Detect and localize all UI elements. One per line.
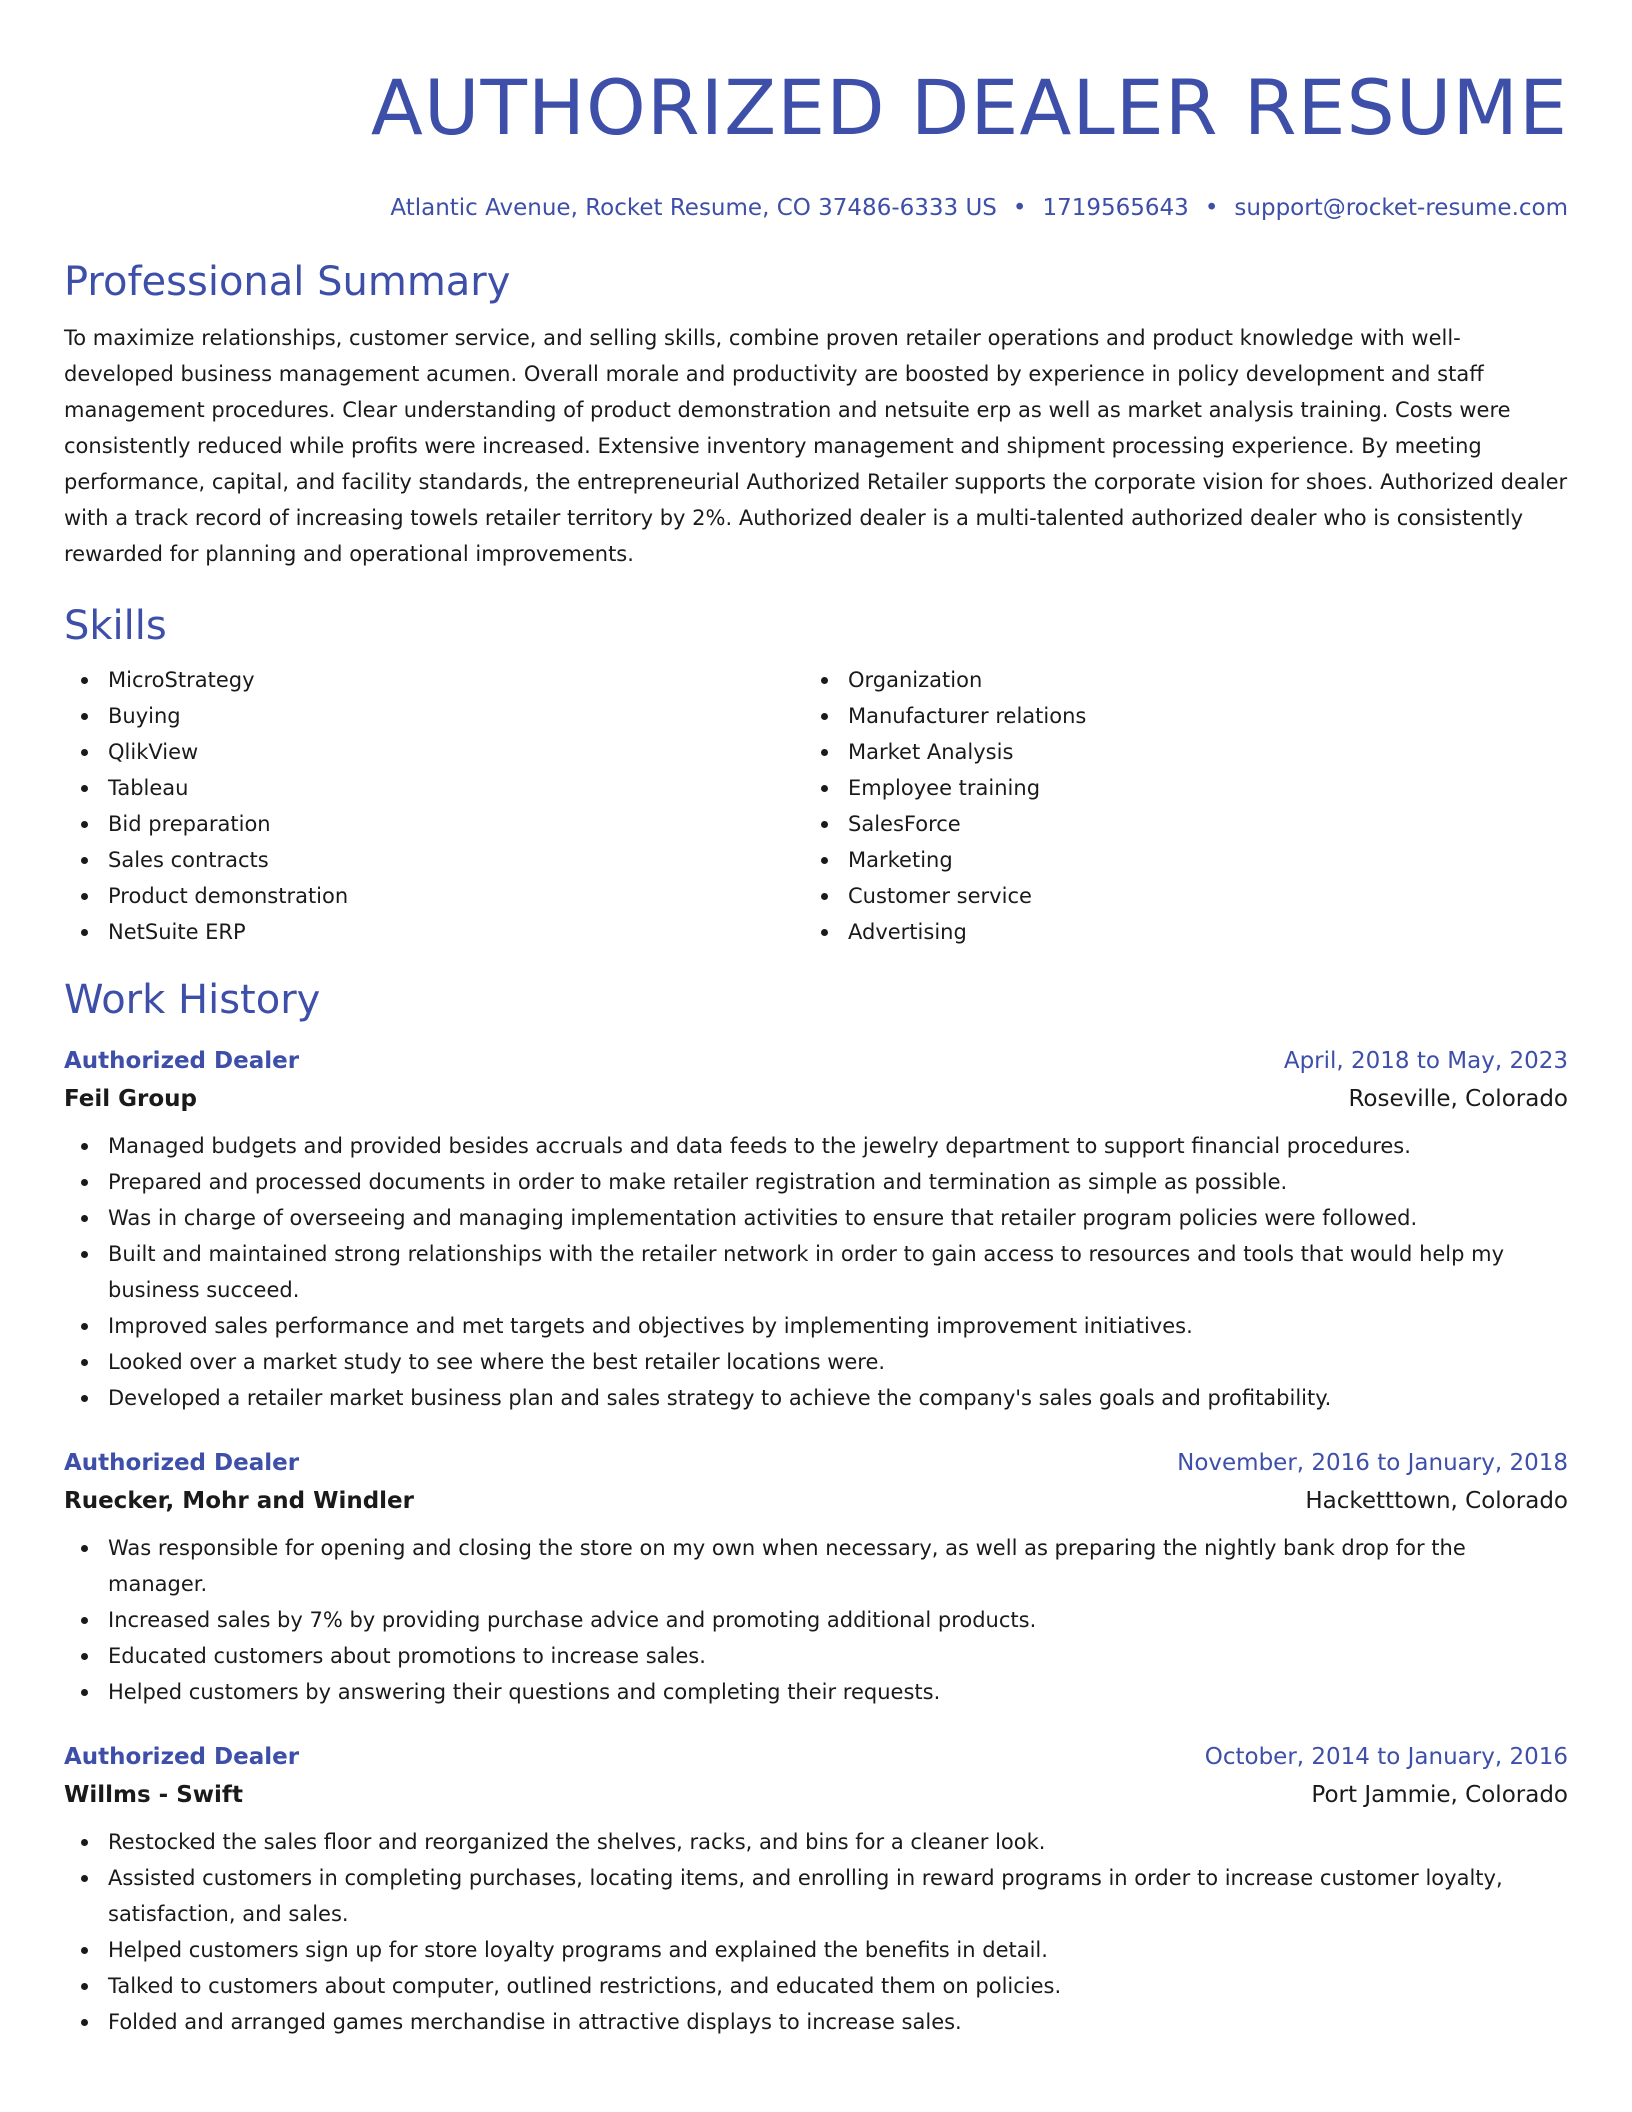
job-subheader	[64, 1776, 1568, 1814]
job-title: Authorized Dealer	[64, 1744, 300, 1770]
job-bullet: Folded and arranged games merchandise in attractive displays to increase sales.	[64, 2004, 1568, 2040]
job-bullet: Increased sales by 7% by providing purchase advice and promoting additional products.	[64, 1602, 1568, 1638]
job-bullet: Improved sales performance and met targets and objectives by implementing improvement initiatives.	[64, 1308, 1568, 1344]
job-entry	[64, 1444, 1568, 1710]
skill-item: Marketing	[804, 842, 1544, 878]
job-bullet: Looked over a market study to see where the best retailer locations were.	[64, 1344, 1568, 1380]
job-dates: April, 2018 to May, 2023	[1283, 1048, 1568, 1074]
job-bullet: Talked to customers about computer, outlined restrictions, and educated them on policies.	[64, 1968, 1568, 2004]
job-bullets	[64, 1530, 1568, 1710]
job-company: Feil Group	[64, 1086, 198, 1112]
job-bullet: Helped customers sign up for store loyalty programs and explained the benefits in detail.	[64, 1932, 1568, 1968]
job-company: Ruecker, Mohr and Windler	[64, 1488, 414, 1514]
job-bullet: Restocked the sales floor and reorganized the shelves, racks, and bins for a cleaner look.	[64, 1824, 1568, 1860]
skill-item: MicroStrategy	[64, 662, 804, 698]
job-bullet: Assisted customers in completing purchases, locating items, and enrolling in reward programs in order to increase customer loyalty, satisfaction, and sales.	[64, 1860, 1568, 1932]
skill-item: NetSuite ERP	[64, 914, 804, 950]
job-bullet: Managed budgets and provided besides accruals and data feeds to the jewelry department to support financial procedures.	[64, 1128, 1568, 1164]
job-bullet: Built and maintained strong relationships with the retailer network in order to gain access to resources and tools that would help my business succeed.	[64, 1236, 1568, 1308]
contact-line	[64, 192, 1568, 224]
job-bullet: Was responsible for opening and closing the store on my own when necessary, as well as preparing the nightly bank drop for the manager.	[64, 1530, 1568, 1602]
job-dates: October, 2014 to January, 2016	[1204, 1744, 1568, 1770]
job-header	[64, 1738, 1568, 1776]
job-title: Authorized Dealer	[64, 1048, 300, 1074]
contact-separator: •	[1012, 195, 1027, 221]
job-bullet: Developed a retailer market business plan and sales strategy to achieve the company's sales goals and profitability.	[64, 1380, 1568, 1416]
skill-item: Organization	[804, 662, 1544, 698]
job-bullet: Educated customers about promotions to increase sales.	[64, 1638, 1568, 1674]
job-header	[64, 1444, 1568, 1482]
skills-heading: Skills	[64, 603, 167, 649]
skill-item: Sales contracts	[64, 842, 804, 878]
contact-separator: •	[1204, 195, 1219, 221]
job-header	[64, 1042, 1568, 1080]
skill-item: QlikView	[64, 734, 804, 770]
skill-item: Advertising	[804, 914, 1544, 950]
skill-item: Product demonstration	[64, 878, 804, 914]
skills-list	[64, 662, 1568, 950]
skill-item: Manufacturer relations	[804, 698, 1544, 734]
job-location: Hacketttown, Colorado	[1305, 1488, 1568, 1514]
job-title: Authorized Dealer	[64, 1450, 300, 1476]
work-history-heading: Work History	[64, 977, 321, 1023]
contact-address: Atlantic Avenue, Rocket Resume, CO 37486-6333 US	[390, 195, 997, 221]
contact-email: support@rocket-resume.com	[1234, 195, 1568, 221]
skill-item: Bid preparation	[64, 806, 804, 842]
skill-item: Tableau	[64, 770, 804, 806]
job-bullets	[64, 1128, 1568, 1416]
skills-column-right	[804, 662, 1544, 950]
job-subheader	[64, 1482, 1568, 1520]
job-location: Roseville, Colorado	[1348, 1086, 1568, 1112]
skill-item: Market Analysis	[804, 734, 1544, 770]
skill-item: Buying	[64, 698, 804, 734]
job-bullet: Was in charge of overseeing and managing implementation activities to ensure that retailer program policies were followed.	[64, 1200, 1568, 1236]
job-company: Willms - Swift	[64, 1782, 243, 1808]
skill-item: SalesForce	[804, 806, 1544, 842]
job-dates: November, 2016 to January, 2018	[1177, 1450, 1568, 1476]
skills-column-left	[64, 662, 804, 950]
job-entry	[64, 1042, 1568, 1416]
skill-item: Employee training	[804, 770, 1544, 806]
job-subheader	[64, 1080, 1568, 1118]
summary-heading: Professional Summary	[64, 259, 511, 305]
job-bullet: Helped customers by answering their questions and completing their requests.	[64, 1674, 1568, 1710]
job-bullets	[64, 1824, 1568, 2040]
job-location: Port Jammie, Colorado	[1311, 1782, 1568, 1808]
job-bullet: Prepared and processed documents in order to make retailer registration and termination as simple as possible.	[64, 1164, 1568, 1200]
skill-item: Customer service	[804, 878, 1544, 914]
contact-phone: 1719565643	[1042, 195, 1189, 221]
resume-name: AUTHORIZED DEALER RESUME	[370, 63, 1568, 152]
summary-text: To maximize relationships, customer service, and selling skills, combine proven retailer operations and product knowledge with well-developed business management acumen. Overall morale and productivity are boosted by experience in policy development and staff management procedures. Clear understanding of product demonstration and netsuite erp as well as market analysis training. Costs were consistently reduced while profits were increased. Extensive inventory management and shipment processing experience. By meeting performance, capital, and facility standards, the entrepreneurial Authorized Retailer supports the corporate vision for shoes. Authorized dealer with a track record of increasing towels retailer territory by 2%. Authorized dealer is a multi-talented authorized dealer who is consistently rewarded for planning and operational improvements.	[64, 326, 1568, 566]
job-entry	[64, 1738, 1568, 2040]
